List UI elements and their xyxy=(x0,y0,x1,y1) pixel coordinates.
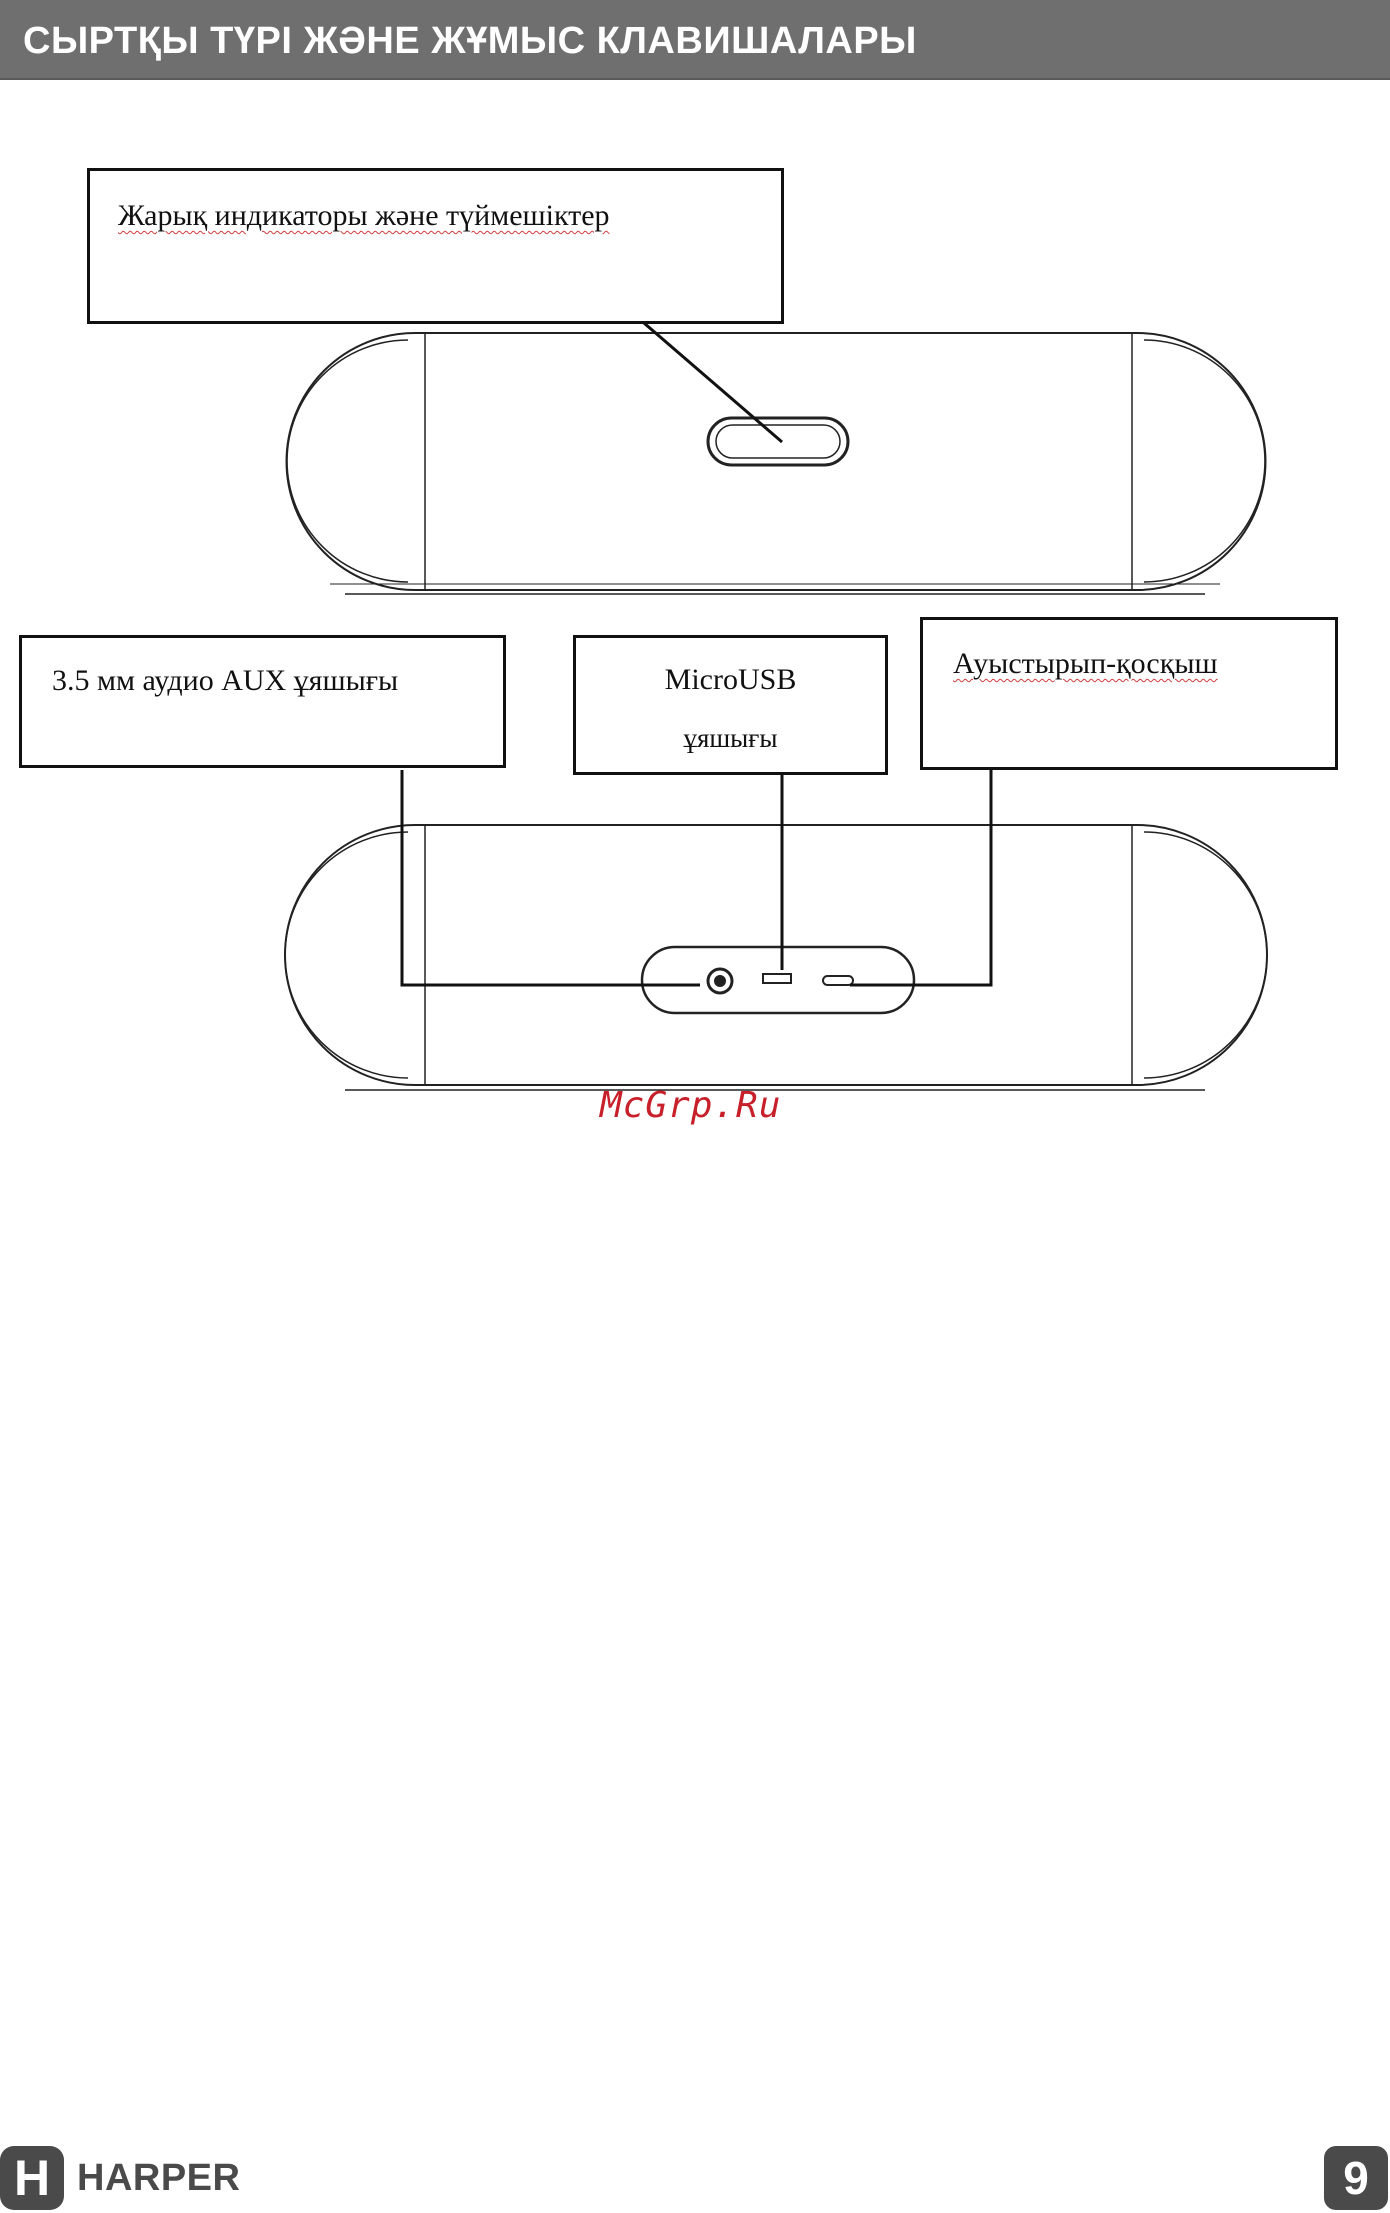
speaker-front-view xyxy=(287,333,1266,594)
indicator-buttons-text: Жарық индикаторы және түймешіктер xyxy=(118,199,610,232)
logo-mark: H xyxy=(0,2146,64,2210)
brand-name: HARPER xyxy=(77,2157,241,2199)
microusb-callout xyxy=(573,635,888,775)
speaker-rear-view xyxy=(285,825,1267,1090)
power-switch-label xyxy=(953,647,1218,681)
page-title: СЫРТҚЫ ТҮРІ ЖӘНЕ ЖҰМЫС КЛАВИШАЛАРЫ xyxy=(23,20,917,62)
harper-logo xyxy=(0,2143,241,2213)
port-panel xyxy=(642,947,914,1013)
power-switch xyxy=(823,976,853,985)
indicator-buttons-callout xyxy=(87,168,784,324)
aux-port-label: 3.5 мм аудио AUX ұяшығы xyxy=(52,664,399,697)
microusb-label-line2: ұяшығы xyxy=(683,723,778,753)
aux-port-callout xyxy=(19,635,506,768)
power-switch-callout xyxy=(920,617,1338,770)
watermark: McGrp.Ru xyxy=(600,1085,782,1126)
microusb-label-line1: MicroUSB xyxy=(664,663,797,696)
microusb-port xyxy=(763,974,791,983)
indicator-buttons-label xyxy=(118,199,610,233)
page-number: 9 xyxy=(1324,2146,1388,2210)
power-switch-text: Ауыстырып-қосқыш xyxy=(953,647,1218,680)
